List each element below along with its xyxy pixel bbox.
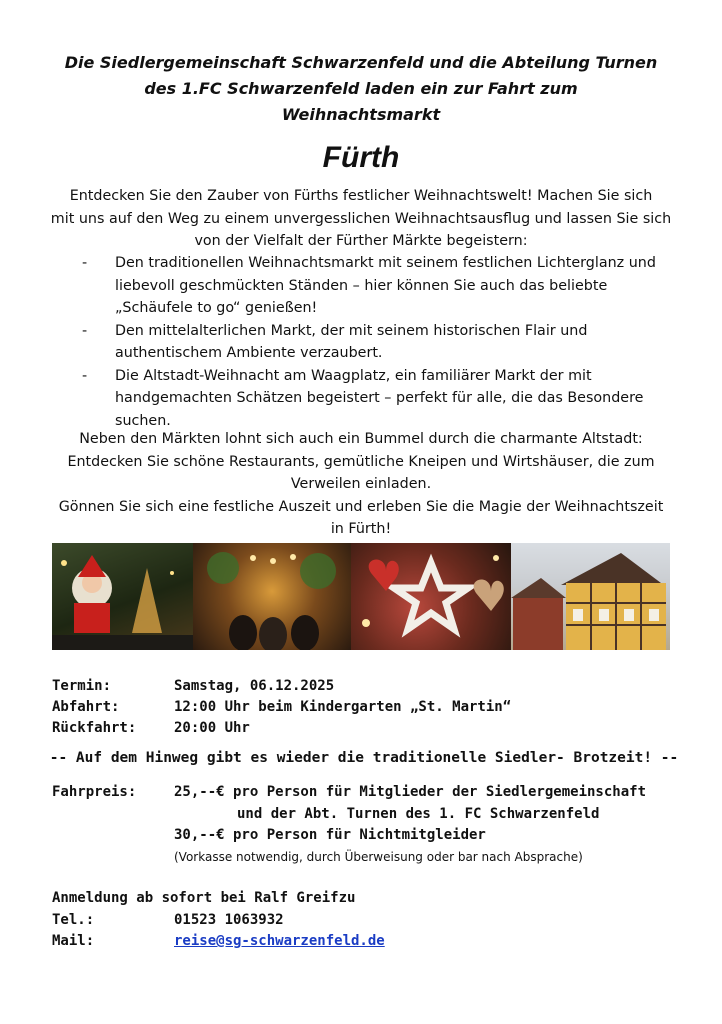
half-timbered-houses-photo <box>511 543 670 650</box>
header-text <box>40 50 682 128</box>
list-item <box>78 365 678 433</box>
mail-label: Mail: <box>52 933 95 949</box>
market-list <box>78 252 678 432</box>
market-stalls-photo <box>193 543 351 650</box>
header-line: des 1.FC Schwarzenfeld laden ein zur Fahrt zum <box>144 79 578 98</box>
rueckfahrt-value: 20:00 Uhr <box>174 720 250 736</box>
closing-text <box>44 428 678 541</box>
list-item-line: Die Altstadt-Weihnacht am Waagplatz, ein familiärer Markt der mit <box>115 367 592 384</box>
price-line: 30,--€ pro Person für Nichtmitgleider <box>174 827 486 843</box>
brotzeit-announcement: -- Auf dem Hinweg gibt es wieder die traditionelle Siedler- Brotzeit! -- <box>49 750 679 766</box>
closing-line: Gönnen Sie sich eine festliche Auszeit und erleben Sie die Magie der Weihnachtszeit <box>58 498 664 515</box>
bullet-dash: - <box>82 322 88 339</box>
closing-line: Verweilen einladen. <box>290 476 432 492</box>
termin-row <box>52 676 692 697</box>
list-item-line: handgemachten Schätzen begeistert – perfekt für alle, die das Besondere <box>115 390 644 406</box>
email-link[interactable]: reise@sg-schwarzenfeld.de <box>174 933 385 949</box>
list-item-line: authentischem Ambiente verzaubert. <box>115 345 383 361</box>
closing-line: Neben den Märkten lohnt sich auch ein Bummel durch die charmante Altstadt: <box>79 431 643 447</box>
intro-line: mit uns auf den Weg zu einem unvergesslichen Weihnachtsausflug und lassen Sie sich <box>50 210 672 227</box>
santa-photo <box>52 543 193 650</box>
tel-row <box>52 910 692 932</box>
abfahrt-value: 12:00 Uhr beim Kindergarten „St. Martin“ <box>174 699 512 715</box>
list-item-line: liebevoll geschmückten Ständen – hier können Sie auch das beliebte <box>115 277 608 294</box>
price-section <box>52 782 692 868</box>
price-line: 25,--€ pro Person für Mitglieder der Siedlergemeinschaft <box>174 784 647 800</box>
list-item-line: „Schäufele to go“ genießen! <box>115 300 318 316</box>
page-title: Fürth <box>322 141 400 174</box>
closing-line: in Fürth! <box>330 521 392 537</box>
list-item-line: Den mittelalterlichen Markt, der mit seinem historischen Flair und <box>115 322 588 339</box>
abfahrt-row <box>52 697 692 718</box>
tel-label: Tel.: <box>52 911 95 928</box>
trip-details <box>52 676 692 739</box>
price-row <box>52 782 692 804</box>
price-line: und der Abt. Turnen des 1. FC Schwarzenfeld <box>237 805 600 822</box>
contact-section <box>52 888 692 953</box>
header-line: Weihnachtsmarkt <box>281 105 441 124</box>
termin-label: Termin: <box>52 678 112 694</box>
tel-value: 01523 1063932 <box>174 911 284 928</box>
list-item-line: Den traditionellen Weihnachtsmarkt mit seinem festlichen Lichterglanz und <box>115 255 656 271</box>
price-row <box>52 825 692 847</box>
price-row <box>52 847 692 869</box>
price-row <box>52 804 692 826</box>
bullet-dash: - <box>82 255 88 271</box>
mail-row <box>52 931 692 953</box>
termin-value: Samstag, 06.12.2025 <box>174 678 335 694</box>
header-line: Die Siedlergemeinschaft Schwarzenfeld und die Abteilung Turnen <box>64 53 658 72</box>
rueckfahrt-label: Rückfahrt: <box>52 720 137 736</box>
intro-line: von der Vielfalt der Fürther Märkte begeistern: <box>194 233 528 249</box>
price-label: Fahrpreis: <box>52 784 137 800</box>
registration-line: Anmeldung ab sofort bei Ralf Greifzu <box>52 890 356 906</box>
decorations-photo <box>351 543 511 650</box>
abfahrt-label: Abfahrt: <box>52 699 120 715</box>
list-item-line: suchen. <box>115 412 171 429</box>
bullet-dash: - <box>82 367 88 384</box>
list-item <box>78 252 678 320</box>
rueckfahrt-row <box>52 718 692 739</box>
intro-line: Entdecken Sie den Zauber von Fürths festlicher Weihnachtswelt! Machen Sie sich <box>69 188 653 204</box>
closing-line: Entdecken Sie schöne Restaurants, gemütliche Kneipen und Wirtshäuser, die zum <box>67 453 655 470</box>
payment-note: (Vorkasse notwendig, durch Überweisung oder bar nach Absprache) <box>174 849 583 864</box>
photo-strip <box>52 543 670 650</box>
list-item <box>78 320 678 365</box>
intro-text <box>48 185 674 253</box>
